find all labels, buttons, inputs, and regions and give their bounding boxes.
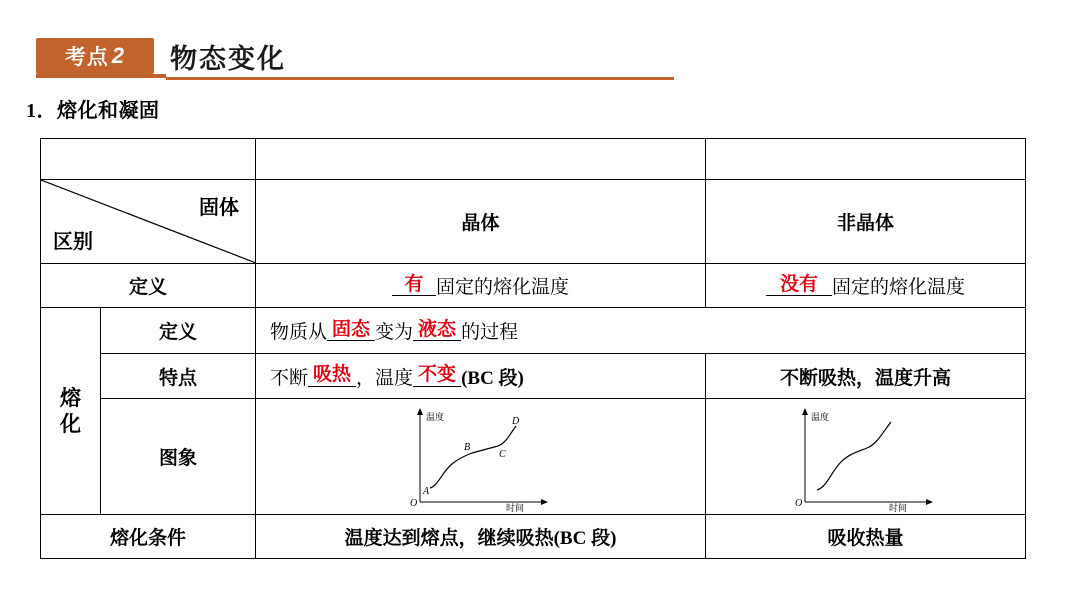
cell-crystal-feature: [256, 354, 706, 399]
header-rule: [166, 77, 674, 80]
blank-crystal-has: 有: [392, 275, 436, 297]
svg-text:时间: 时间: [505, 502, 524, 512]
blank-liquid-state: 液态: [413, 320, 461, 342]
row-label-melting-definition: 定义: [101, 308, 256, 354]
svg-text:A: A: [422, 485, 429, 497]
row-label-melting-feature: 特点: [101, 354, 256, 399]
table-row: [41, 354, 1026, 399]
table-row: [41, 180, 1026, 264]
row-label-melting-graph: 图象: [101, 399, 256, 515]
svg-text:B: B: [463, 441, 470, 453]
cell-empty-topmid: [256, 139, 706, 180]
row-label-definition: 定义: [41, 264, 256, 308]
crystal-melting-curve: [256, 399, 705, 514]
diagonal-header-bottom: 区别: [53, 231, 93, 253]
kaodian-badge-text: 考点: [64, 46, 109, 69]
diagonal-header-top: 固体: [199, 197, 239, 219]
text-non-crystal-definition-suffix: 固定的熔化温度: [831, 277, 965, 298]
cell-non-crystal-condition: 吸收热量: [706, 515, 1026, 559]
cell-non-crystal-feature: 不断吸热，温度升高: [706, 354, 1026, 399]
row-group-label-melting-text: 熔 化: [60, 385, 81, 436]
cell-crystal-definition: [256, 264, 706, 308]
text-feature-b: ，温度: [356, 367, 414, 389]
column-header-non-crystal: 非晶体: [706, 180, 1026, 264]
header-rule-thick: [36, 74, 166, 78]
text-melting-def-c: 的过程: [461, 322, 519, 343]
cell-crystal-graph: [256, 399, 706, 515]
text-melting-def-a: 物质从: [270, 322, 328, 343]
blank-unchanged: 不变: [413, 365, 461, 387]
comparison-table: [40, 138, 1026, 559]
column-header-crystal: 晶体: [256, 180, 706, 264]
svg-text:O: O: [409, 497, 417, 509]
kaodian-badge: [36, 38, 154, 74]
non-crystal-graph-svg: [771, 402, 961, 512]
svg-text:温度: 温度: [810, 411, 829, 422]
svg-text:D: D: [511, 415, 519, 427]
cell-crystal-condition: 温度达到熔点，继续吸热(BC 段): [256, 515, 706, 559]
subsection-number: 1．: [26, 100, 57, 122]
non-crystal-melting-curve: [706, 399, 1025, 514]
subsection-text: 熔化和凝固: [57, 100, 160, 122]
diagonal-header-cell: [41, 180, 256, 264]
svg-text:O: O: [794, 497, 802, 509]
subsection-label: [26, 94, 160, 123]
cell-melting-definition: [256, 308, 1026, 354]
svg-text:时间: 时间: [888, 502, 907, 512]
cell-empty-topleft: [41, 139, 256, 180]
cell-non-crystal-definition: [706, 264, 1026, 308]
table-row: [41, 515, 1026, 559]
page-title: 物态变化: [170, 44, 286, 74]
row-group-label-melting: [41, 308, 101, 515]
table-row: [41, 264, 1026, 308]
row-label-melting-condition: 熔化条件: [41, 515, 256, 559]
blank-non-crystal-hasnot: 没有: [766, 275, 832, 297]
svg-text:温度: 温度: [425, 411, 444, 422]
kaodian-badge-number: 2: [111, 43, 126, 68]
text-melting-def-b: 变为: [375, 322, 414, 343]
blank-solid-state: 固态: [327, 320, 375, 342]
text-feature-a: 不断: [270, 367, 309, 389]
text-feature-c: (BC 段): [461, 367, 524, 389]
section-header: [36, 38, 676, 80]
crystal-graph-svg: [386, 402, 576, 512]
table-row: [41, 139, 1026, 180]
table-row: [41, 399, 1026, 515]
blank-absorb-heat: 吸热: [308, 365, 356, 387]
table-row: [41, 308, 1026, 354]
cell-non-crystal-graph: [706, 399, 1026, 515]
text-crystal-definition-suffix: 固定的熔化温度: [435, 277, 569, 298]
cell-empty-topright: [706, 139, 1026, 180]
svg-text:C: C: [498, 448, 506, 460]
